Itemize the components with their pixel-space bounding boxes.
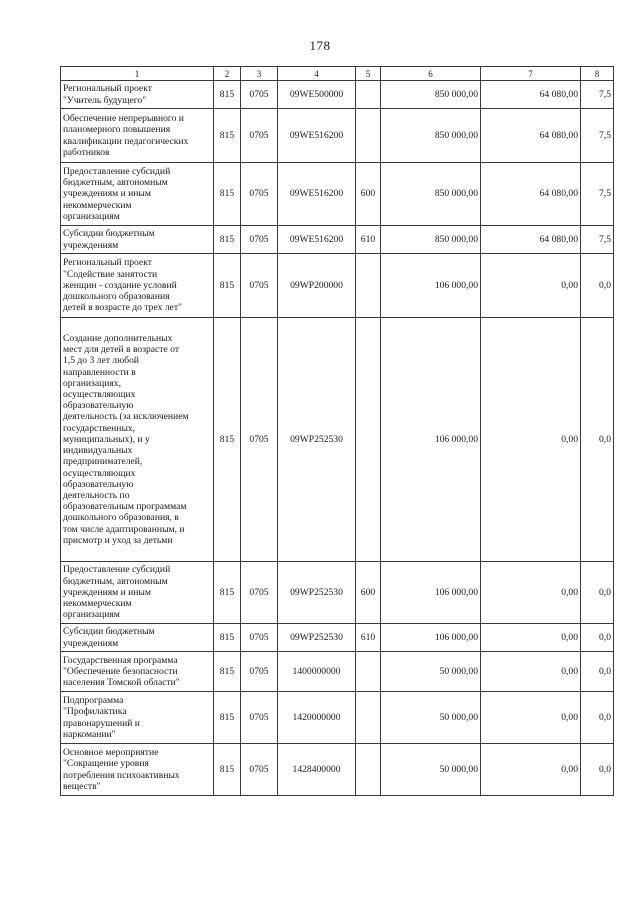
table-row (61, 624, 614, 652)
cell-col-5: 610 (356, 624, 381, 652)
cell-col-6: 50 000,00 (381, 692, 481, 744)
column-header-4: 4 (278, 67, 356, 81)
cell-col-2: 815 (214, 692, 241, 744)
cell-col-7: 64 080,00 (481, 163, 581, 226)
cell-col-6: 850 000,00 (381, 81, 481, 109)
cell-col-3: 0705 (241, 318, 278, 562)
header-row (61, 67, 614, 81)
cell-col-7: 64 080,00 (481, 109, 581, 163)
cell-col-5: 610 (356, 226, 381, 254)
cell-col-3: 0705 (241, 624, 278, 652)
cell-col-4: 09WE516200 (278, 109, 356, 163)
cell-col-4: 09WP200000 (278, 254, 356, 318)
column-header-7: 7 (481, 67, 581, 81)
cell-col-3: 0705 (241, 692, 278, 744)
cell-col-8: 0,0 (581, 744, 614, 796)
cell-col-6: 50 000,00 (381, 744, 481, 796)
cell-col-2: 815 (214, 163, 241, 226)
table-row (61, 81, 614, 109)
table-row (61, 109, 614, 163)
page-number: 178 (309, 38, 331, 53)
cell-col-6: 850 000,00 (381, 109, 481, 163)
cell-col-6: 106 000,00 (381, 624, 481, 652)
cell-col-2: 815 (214, 562, 241, 624)
table-row (61, 744, 614, 796)
cell-col-2: 815 (214, 624, 241, 652)
row-name: Основное мероприятие "Сокращение уровня потребления психоактивных веществ" (61, 744, 214, 796)
row-name: Региональный проект "Учитель будущего" (61, 81, 214, 109)
cell-col-7: 0,00 (481, 254, 581, 318)
cell-col-6: 106 000,00 (381, 318, 481, 562)
table-row (61, 652, 614, 692)
cell-col-2: 815 (214, 109, 241, 163)
table-row (61, 254, 614, 318)
column-header-3: 3 (241, 67, 278, 81)
row-name: Обеспечение непрерывного и планомерного повышения квалификации педагогических работников (61, 109, 214, 163)
cell-col-3: 0705 (241, 744, 278, 796)
cell-col-4: 09WE516200 (278, 163, 356, 226)
cell-col-6: 106 000,00 (381, 254, 481, 318)
cell-col-5: 600 (356, 163, 381, 226)
cell-col-7: 0,00 (481, 562, 581, 624)
cell-col-8: 0,0 (581, 692, 614, 744)
cell-col-8: 7,5 (581, 163, 614, 226)
cell-col-3: 0705 (241, 163, 278, 226)
cell-col-5 (356, 692, 381, 744)
cell-col-3: 0705 (241, 254, 278, 318)
row-name: Предоставление субсидий бюджетным, автономным учреждениям и иным некоммерческим организациям (61, 163, 214, 226)
cell-col-4: 09WP252530 (278, 624, 356, 652)
row-name: Подпрограмма "Профилактика правонарушений и наркомании" (61, 692, 214, 744)
cell-col-5 (356, 81, 381, 109)
cell-col-5 (356, 744, 381, 796)
row-name: Создание дополнительных мест для детей в возрасте от 1,5 до 3 лет любой направленности в организациях, осуществляющих образовательную деятельность (за исключением государственных, муниципальных), и у индивидуальных предпринимателей, осуществляющих образовательную деятельность по образовательным программам дошкольного образования, в том числе адаптированным, и присмотр и уход за детьми (61, 318, 214, 562)
cell-col-2: 815 (214, 81, 241, 109)
cell-col-5 (356, 254, 381, 318)
cell-col-5 (356, 652, 381, 692)
cell-col-8: 0,0 (581, 254, 614, 318)
row-name: Предоставление субсидий бюджетным, автономным учреждениям и иным некоммерческим организациям (61, 562, 214, 624)
cell-col-7: 0,00 (481, 624, 581, 652)
cell-col-2: 815 (214, 744, 241, 796)
cell-col-3: 0705 (241, 81, 278, 109)
row-name: Субсидии бюджетным учреждениям (61, 226, 214, 254)
table-row (61, 226, 614, 254)
cell-col-6: 850 000,00 (381, 163, 481, 226)
cell-col-3: 0705 (241, 562, 278, 624)
cell-col-8: 7,5 (581, 81, 614, 109)
cell-col-6: 50 000,00 (381, 652, 481, 692)
row-name: Субсидии бюджетным учреждениям (61, 624, 214, 652)
table-row (61, 163, 614, 226)
table-row (61, 562, 614, 624)
cell-col-2: 815 (214, 318, 241, 562)
cell-col-6: 106 000,00 (381, 562, 481, 624)
row-name: Региональный проект "Содействие занятости женщин - создание условий дошкольного образования детей в возрасте до трех лет" (61, 254, 214, 318)
cell-col-5 (356, 109, 381, 163)
cell-col-3: 0705 (241, 226, 278, 254)
cell-col-5 (356, 318, 381, 562)
cell-col-4: 1420000000 (278, 692, 356, 744)
cell-col-4: 09WE516200 (278, 226, 356, 254)
cell-col-5: 600 (356, 562, 381, 624)
cell-col-2: 815 (214, 226, 241, 254)
table-row (61, 318, 614, 562)
cell-col-7: 64 080,00 (481, 226, 581, 254)
cell-col-2: 815 (214, 652, 241, 692)
cell-col-8: 0,0 (581, 652, 614, 692)
cell-col-8: 7,5 (581, 226, 614, 254)
cell-col-7: 0,00 (481, 744, 581, 796)
column-header-1: 1 (61, 67, 214, 81)
cell-col-4: 1400000000 (278, 652, 356, 692)
cell-col-3: 0705 (241, 109, 278, 163)
cell-col-8: 0,0 (581, 318, 614, 562)
budget-table (60, 66, 614, 796)
column-header-6: 6 (381, 67, 481, 81)
cell-col-8: 0,0 (581, 624, 614, 652)
row-name: Государственная программа "Обеспечение безопасности населения Томской области" (61, 652, 214, 692)
cell-col-2: 815 (214, 254, 241, 318)
cell-col-8: 0,0 (581, 562, 614, 624)
cell-col-7: 0,00 (481, 318, 581, 562)
cell-col-6: 850 000,00 (381, 226, 481, 254)
cell-col-4: 09WE500000 (278, 81, 356, 109)
cell-col-7: 0,00 (481, 652, 581, 692)
cell-col-7: 0,00 (481, 692, 581, 744)
table-row (61, 692, 614, 744)
column-header-2: 2 (214, 67, 241, 81)
column-header-5: 5 (356, 67, 381, 81)
column-header-8: 8 (581, 67, 614, 81)
cell-col-7: 64 080,00 (481, 81, 581, 109)
cell-col-4: 1428400000 (278, 744, 356, 796)
cell-col-4: 09WP252530 (278, 562, 356, 624)
cell-col-8: 7,5 (581, 109, 614, 163)
cell-col-4: 09WP252530 (278, 318, 356, 562)
cell-col-3: 0705 (241, 652, 278, 692)
